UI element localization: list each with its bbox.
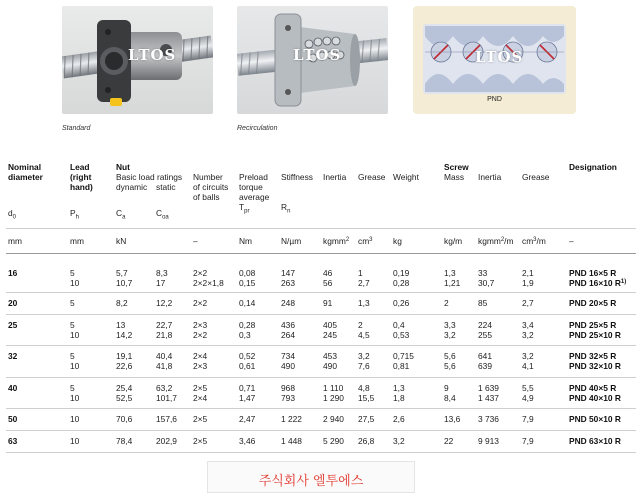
coa-cell: 101,7 — [156, 393, 177, 403]
grease-cell: 2,7 — [358, 278, 370, 288]
symbol-ca: $C_a$ — [116, 208, 126, 221]
weight-cell: 0,26 — [393, 298, 410, 308]
nominal-diameter-cell: 63 — [8, 436, 18, 446]
mass-cell: 3,2 — [444, 330, 456, 340]
circ-cell: 2×2 — [193, 330, 208, 340]
header-nut: Nut — [116, 162, 130, 172]
header-screw: Screw — [444, 162, 469, 172]
grease-cell: 4,5 — [358, 330, 370, 340]
rn-cell: 436 — [281, 320, 295, 330]
watermark-text: LTOS — [128, 46, 177, 64]
pnd-caption: PND — [487, 96, 502, 103]
unit-inertia: kgmm$^2$ — [323, 236, 350, 246]
grease-cell: 1 — [358, 268, 363, 278]
mass-cell: 9 — [444, 383, 449, 393]
symbol-coa: $C_{oa}$ — [156, 208, 169, 221]
inertia-cell: 245 — [323, 330, 337, 340]
mass-cell: 8,4 — [444, 393, 456, 403]
weight-cell: 3,2 — [393, 436, 405, 446]
header-weight: Weight — [393, 172, 419, 182]
circ-cell: 2×4 — [193, 351, 208, 361]
sgrease-cell: 3,2 — [522, 351, 534, 361]
standard-caption: Standard — [62, 125, 91, 132]
ca-cell: 52,5 — [116, 393, 133, 403]
sgrease-cell: 3,2 — [522, 330, 534, 340]
sinertia-cell: 1 639 — [478, 383, 499, 393]
ca-cell: 78,4 — [116, 436, 133, 446]
weight-cell: 0,53 — [393, 330, 410, 340]
header-circuits: Number of circuits of balls — [193, 172, 229, 202]
unit-grease: $cm^3$ — [358, 236, 373, 246]
grease-cell: 26,8 — [358, 436, 375, 446]
tpr-cell: 1,47 — [239, 393, 256, 403]
company-footer — [207, 461, 415, 493]
header-preload-torque: Preload torque average — [239, 172, 270, 202]
sinertia-cell: 9 913 — [478, 436, 499, 446]
tpr-cell: 0,61 — [239, 361, 256, 371]
tpr-cell: 0,15 — [239, 278, 256, 288]
grease-cell: 15,5 — [358, 393, 375, 403]
coa-cell: 12,2 — [156, 298, 173, 308]
row-divider — [6, 292, 636, 293]
unit-screw-inertia: kgmm$^2$/m — [478, 236, 514, 246]
mass-cell: 5,6 — [444, 351, 456, 361]
symbol-tpr: $T_{pr}$ — [239, 202, 250, 215]
grease-cell: 4,8 — [358, 383, 370, 393]
inertia-cell: 56 — [323, 278, 333, 288]
nominal-diameter-cell: 20 — [8, 298, 18, 308]
inertia-cell: 405 — [323, 320, 337, 330]
sgrease-cell: 4,9 — [522, 393, 534, 403]
header-screw-inertia: Inertia — [478, 172, 502, 182]
watermark-text: LTOS — [475, 48, 524, 66]
ca-cell: 5,7 — [116, 268, 128, 278]
desig-cell: PND 50×10 R — [569, 414, 621, 424]
lead-cell: 5 — [70, 268, 75, 278]
coa-cell: 17 — [156, 278, 166, 288]
circ-cell: 2×5 — [193, 436, 208, 446]
header-static: static — [156, 182, 176, 192]
nominal-diameter-cell: 32 — [8, 351, 18, 361]
sgrease-cell: 2,1 — [522, 268, 534, 278]
unit-circuits: – — [193, 236, 198, 246]
mass-cell: 22 — [444, 436, 454, 446]
sinertia-cell: 224 — [478, 320, 492, 330]
row-divider — [6, 452, 636, 453]
row-divider — [6, 430, 636, 431]
sinertia-cell: 639 — [478, 361, 492, 371]
coa-cell: 202,9 — [156, 436, 177, 446]
desig-cell: PND 20×5 R — [569, 298, 617, 308]
rn-cell: 1 222 — [281, 414, 302, 424]
row-divider — [6, 377, 636, 378]
unit-stiffness: N/µm — [281, 236, 302, 246]
coa-cell: 8,3 — [156, 268, 168, 278]
coa-cell: 21,8 — [156, 330, 173, 340]
ca-cell: 70,6 — [116, 414, 133, 424]
tpr-cell: 2,47 — [239, 414, 256, 424]
lead-cell: 10 — [70, 414, 80, 424]
unit-screw-grease: $cm^3/m$ — [522, 236, 546, 246]
circ-cell: 2×2 — [193, 298, 208, 308]
header-grease: Grease — [358, 172, 386, 182]
weight-cell: 0,28 — [393, 278, 410, 288]
standard-nut-image — [62, 6, 213, 114]
pnd-diagram-image — [413, 6, 576, 114]
circ-cell: 2×3 — [193, 320, 208, 330]
weight-cell: 1,8 — [393, 393, 405, 403]
inertia-cell: 490 — [323, 361, 337, 371]
ca-cell: 25,4 — [116, 383, 133, 393]
tpr-cell: 0,3 — [239, 330, 251, 340]
tpr-cell: 0,71 — [239, 383, 256, 393]
header-mass: Mass — [444, 172, 465, 182]
grease-cell: 3,2 — [358, 351, 370, 361]
nominal-diameter-cell: 25 — [8, 320, 18, 330]
header-basic-load-ratings: Basic load ratings — [116, 172, 183, 182]
inertia-cell: 5 290 — [323, 436, 344, 446]
recirculation-caption: Recirculation — [237, 125, 278, 132]
inertia-cell: 453 — [323, 351, 337, 361]
sinertia-cell: 33 — [478, 268, 488, 278]
rn-cell: 147 — [281, 268, 295, 278]
inertia-cell: 46 — [323, 268, 333, 278]
coa-cell: 40,4 — [156, 351, 173, 361]
weight-cell: 0,81 — [393, 361, 410, 371]
desig-cell: PND 40×5 R — [569, 383, 617, 393]
weight-cell: 0,4 — [393, 320, 405, 330]
desig-cell: PND 25×10 R — [569, 330, 621, 340]
desig-cell: PND 63×10 R — [569, 436, 621, 446]
sgrease-cell: 2,7 — [522, 298, 534, 308]
header-nominal-diameter: Nominal diameter — [8, 162, 43, 182]
header-inertia: Inertia — [323, 172, 347, 182]
coa-cell: 41,8 — [156, 361, 173, 371]
weight-cell: 0,715 — [393, 351, 414, 361]
lead-cell: 10 — [70, 278, 80, 288]
company-name: 주식회사 엘투에스 — [258, 474, 364, 489]
weight-cell: 2,6 — [393, 414, 405, 424]
unit-lead: mm — [70, 236, 84, 246]
unit-preload: Nm — [239, 236, 253, 246]
ca-cell: 8,2 — [116, 298, 128, 308]
unit-designation: – — [569, 236, 574, 246]
desig-cell: PND 16×10 $R^{1)}$ — [569, 278, 627, 288]
sgrease-cell: 1,9 — [522, 278, 534, 288]
ca-cell: 13 — [116, 320, 126, 330]
weight-cell: 0,19 — [393, 268, 410, 278]
symbol-d0: $d_0$ — [8, 208, 17, 221]
grease-cell: 2 — [358, 320, 363, 330]
rn-cell: 264 — [281, 330, 295, 340]
rn-cell: 1 448 — [281, 436, 302, 446]
inertia-cell: 1 290 — [323, 393, 344, 403]
mass-cell: 13,6 — [444, 414, 461, 424]
rn-cell: 793 — [281, 393, 295, 403]
sinertia-cell: 1 437 — [478, 393, 499, 403]
lead-cell: 5 — [70, 351, 75, 361]
desig-cell: PND 25×5 R — [569, 320, 617, 330]
mass-cell: 3,3 — [444, 320, 456, 330]
grease-cell: 7,6 — [358, 361, 370, 371]
ca-cell: 22,6 — [116, 361, 133, 371]
rn-cell: 263 — [281, 278, 295, 288]
header-screw-grease: Grease — [522, 172, 550, 182]
footnote-marker: 1) — [620, 279, 627, 285]
grease-cell: 27,5 — [358, 414, 375, 424]
mass-cell: 1,21 — [444, 278, 461, 288]
coa-cell: 63,2 — [156, 383, 173, 393]
tpr-cell: 0,52 — [239, 351, 256, 361]
tpr-cell: 3,46 — [239, 436, 256, 446]
weight-cell: 1,3 — [393, 383, 405, 393]
ca-cell: 10,7 — [116, 278, 133, 288]
unit-weight: kg — [393, 236, 402, 246]
circ-cell: 2×5 — [193, 383, 208, 393]
ca-cell: 14,2 — [116, 330, 133, 340]
lead-cell: 5 — [70, 320, 75, 330]
circ-cell: 2×2×1,8 — [193, 278, 224, 288]
sgrease-cell: 7,9 — [522, 414, 534, 424]
circ-cell: 2×4 — [193, 393, 208, 403]
unit-mass: kg/m — [444, 236, 463, 246]
tpr-cell: 0,28 — [239, 320, 256, 330]
mass-cell: 5,6 — [444, 361, 456, 371]
row-divider — [6, 345, 636, 346]
lead-cell: 5 — [70, 298, 75, 308]
lead-cell: 10 — [70, 436, 80, 446]
tpr-cell: 0,08 — [239, 268, 256, 278]
desig-cell: PND 32×10 R — [569, 361, 621, 371]
sgrease-cell: 3,4 — [522, 320, 534, 330]
circ-cell: 2×3 — [193, 361, 208, 371]
rn-cell: 968 — [281, 383, 295, 393]
circ-cell: 2×5 — [193, 414, 208, 424]
sgrease-cell: 7,9 — [522, 436, 534, 446]
watermark-text: LTOS — [293, 46, 342, 64]
coa-cell: 157,6 — [156, 414, 177, 424]
mass-cell: 1,3 — [444, 268, 456, 278]
sinertia-cell: 641 — [478, 351, 492, 361]
desig-cell: PND 16×5 R — [569, 268, 617, 278]
unit-load: kN — [116, 236, 127, 246]
nominal-diameter-cell: 40 — [8, 383, 18, 393]
inertia-cell: 2 940 — [323, 414, 344, 424]
grease-cell: 1,3 — [358, 298, 370, 308]
lead-cell: 10 — [70, 330, 80, 340]
nominal-diameter-cell: 16 — [8, 268, 18, 278]
sinertia-cell: 3 736 — [478, 414, 499, 424]
lead-cell: 10 — [70, 393, 80, 403]
rn-cell: 490 — [281, 361, 295, 371]
inertia-cell: 1 110 — [323, 383, 344, 393]
symbol-rn: $R_n$ — [281, 202, 291, 215]
recirculation-nut-image — [237, 6, 388, 114]
unit-nominal: mm — [8, 236, 22, 246]
header-lead: Lead (right hand) — [70, 162, 93, 192]
sinertia-cell: 255 — [478, 330, 492, 340]
inertia-cell: 91 — [323, 298, 333, 308]
table-rule — [6, 228, 636, 229]
rn-cell: 248 — [281, 298, 295, 308]
header-dynamic: dynamic — [116, 182, 148, 192]
nominal-diameter-cell: 50 — [8, 414, 18, 424]
row-divider — [6, 408, 636, 409]
symbol-ph: $P_h$ — [70, 208, 79, 221]
ca-cell: 19,1 — [116, 351, 133, 361]
sgrease-cell: 4,1 — [522, 361, 534, 371]
sgrease-cell: 5,5 — [522, 383, 534, 393]
lead-cell: 5 — [70, 383, 75, 393]
row-divider — [6, 314, 636, 315]
circ-cell: 2×2 — [193, 268, 208, 278]
sinertia-cell: 30,7 — [478, 278, 495, 288]
table-rule — [6, 253, 636, 254]
desig-cell: PND 40×10 R — [569, 393, 621, 403]
rn-cell: 734 — [281, 351, 295, 361]
lead-cell: 10 — [70, 361, 80, 371]
tpr-cell: 0,14 — [239, 298, 256, 308]
coa-cell: 22,7 — [156, 320, 173, 330]
sinertia-cell: 85 — [478, 298, 488, 308]
header-designation: Designation — [569, 162, 617, 172]
mass-cell: 2 — [444, 298, 449, 308]
desig-cell: PND 32×5 R — [569, 351, 617, 361]
header-stiffness: Stiffness — [281, 172, 313, 182]
